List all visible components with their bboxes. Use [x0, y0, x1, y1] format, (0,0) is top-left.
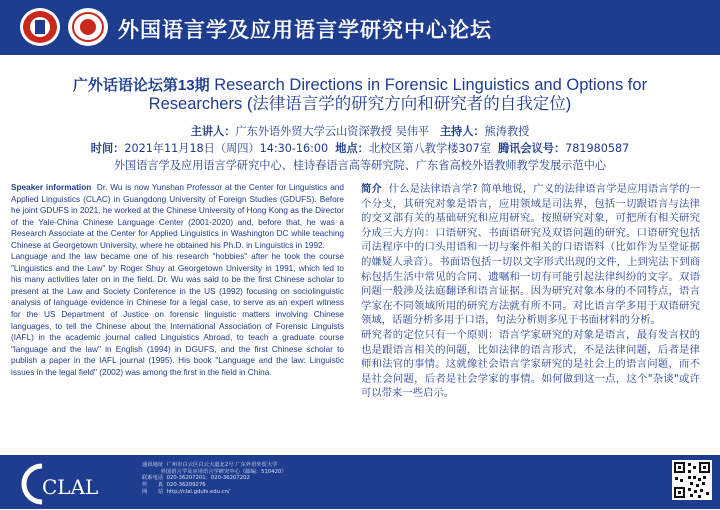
talk-title: [30, 76, 690, 114]
talk-title-en-line1: Research Directions in Forensic Linguistics and Options for: [214, 76, 648, 94]
speaker-name: 广东外语外贸大学云山资深教授 吴伟平: [235, 125, 430, 138]
time-label: 时间：: [90, 142, 125, 155]
meeting-id: 781980587: [565, 142, 630, 155]
contact-phone: 联系电话 020-36207201；020-36207202: [142, 475, 250, 482]
abstract-para2: 研究者的定位只有一个原则：语言学家研究的对象是语言，最有发言权的也是跟语言相关的问题，比如法律的语言形式，不是法律问题，后者是律师和法官的事情。这就像社会语言学家研究的是社会上的语言问题，而不是社会问题，后者是社会学家的事情。如何做到这一点，这个"杂谈"或许可以带来一些启示。: [361, 328, 700, 400]
contact-address: 通讯地址 广州市白云区白云大道北2号 广东外语外贸大学: [142, 462, 278, 468]
series-label: 广外话语论坛第13期: [72, 77, 210, 94]
contact-info: [142, 462, 287, 496]
place-value: 北校区第八教学楼307室: [368, 142, 491, 155]
abstract: [361, 182, 700, 401]
speaker-label: 主讲人：: [190, 125, 236, 138]
center-logo: [68, 8, 108, 46]
contact-website[interactable]: 网 站 http://clal.gdufs.edu.cn/: [142, 488, 230, 495]
speaker-line: [0, 123, 720, 139]
host-label: 主持人：: [439, 125, 485, 138]
speaker-info-heading: Speaker information: [11, 183, 92, 192]
header-title: 外国语言学及应用语言学研究中心论坛: [118, 18, 492, 42]
university-logo: [20, 8, 60, 46]
contact-address2: 外国语言学及应用语言学研究中心（邮编：510420）: [160, 468, 287, 475]
speaker-bio-text1: Dr. Wu is now Yunshan Professor at the Center for Linguistics and Applied Linguistics (CLAC) in Guangdong University of Foreign Studies (GDUFS). Before he joint GDUFS in 2021, he worked at the Chinese University of Hong Kong as the Director of the Yale-China Chinese Language Center (2001-2020) and, before that, he was a Research Associate at the Center for Applied Linguistics in Washington DC while teaching Chinese at Georgetown University, where he obtained his Ph.D. in Linguistics in 1992.: [11, 183, 344, 250]
time-value: 2021年11月18日（周四）14:30-16:00: [124, 142, 329, 155]
schedule-line: [0, 140, 720, 156]
meeting-label: 腾讯会议号：: [498, 142, 566, 155]
abstract-text1: 什么是法律语言学? 简单地说，广义的法律语言学是应用语言学的一个分支，其研究对象是语言，应用领域是司法界，包括一切跟语言与法律的交叉部有关的基础研究和应用研究。按照研究对象，可把所有相关研究分成三大方向：口语研究、书面语研究及双语问题的研究。口语研究包括司法程序中的口头用语和一切与案件相关的口语语料（比如作为呈堂证据的嫌疑人录音）。书面语包括一切以文字形式出现的文件，上到宪法下到商标包括生活中常见的合同、遗嘱和一切有可能引起法律纠纷的文字。双语问题一般涉及法庭翻译和语言证据。因为研究对象本身的不同特点，语言学家在不同领域所用的研究方法就有所不同。对比语言学多用于双语研究领域，话题分析多用于口语，句法分析则多见于书面材料的分析。: [361, 183, 700, 327]
clal-logo: [12, 462, 112, 506]
contact-fax: 传 真 020-36209276: [142, 482, 206, 489]
qr-code-icon: [672, 460, 712, 500]
host-name: 熊涛教授: [484, 125, 530, 138]
speaker-bio-para2: Language and the law became one of his research "hobbies" after he took the course "Linguistics and the Law" by Roger Shuy at Georgetown University in 1991, which led to his many activities later on in the field. Dr. Wu was said to be the first Chinese scholar to present at the Law and Society Conference in the US (1992) focusing on sociolinguistic analysis of language evidence in Chinese for a legal case, to serve as an expert witness for the US Department of Justice on forensic linguistic matters involving Chinese languages, to tell the Chinese about the International Association of Forensic Linguists (IAFL) in the academic journal called Linguistics Abroad, to teach a graduate course "language and the law" in English (1994) in DGUFS, and the first Chinese scholar to publish a paper in the IAFL journal (1995). His book "Language and the law: Linguistic issues in the legal field" (2002) was among the first in the field in China.: [11, 252, 344, 377]
talk-title-en-line2: Researchers: [148, 95, 243, 113]
abstract-heading: 简介: [361, 183, 382, 195]
speaker-bio-para1: [11, 182, 344, 251]
talk-title-zh: (法律语言学的研究方向和研究者的自我定位): [246, 95, 572, 113]
abstract-para1: [361, 182, 700, 328]
speaker-information: [11, 182, 344, 378]
organizers-line: 外国语言学及应用语言学研究中心、桂诗春语言高等研究院、广东省高校外语教师教学发展示范中心: [113, 159, 607, 172]
place-label: 地点：: [335, 142, 369, 155]
clal-logo-text: CLAL: [42, 475, 99, 499]
